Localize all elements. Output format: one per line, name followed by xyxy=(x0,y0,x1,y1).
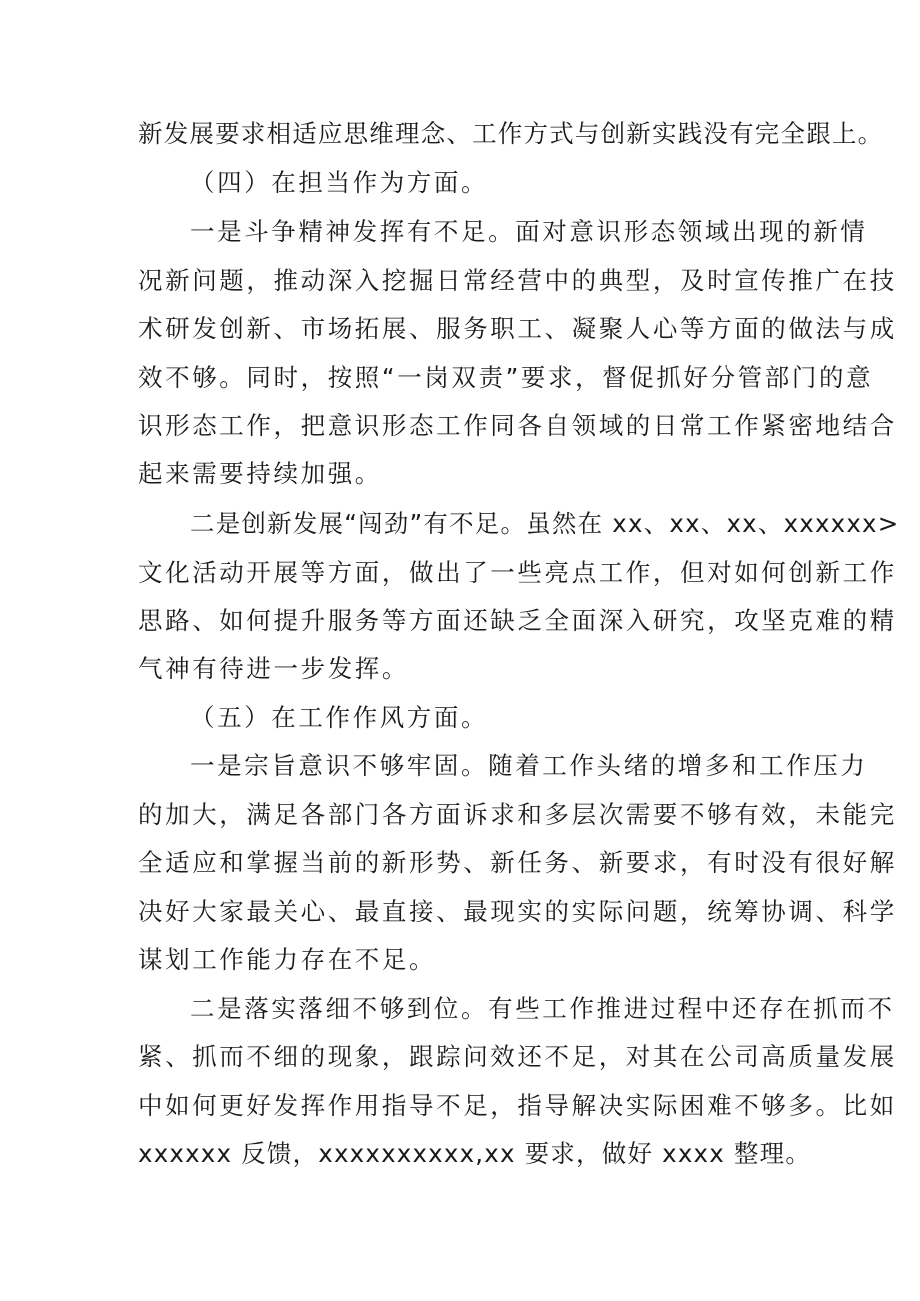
section-heading-4: （四）在担当作为方面。 xyxy=(190,168,489,197)
paragraph-line: 效不够。同时，按照“一岗双责”要求，督促抓好分管部门的意 xyxy=(138,363,874,392)
paragraph-line: 谋划工作能力存在不足。 xyxy=(138,945,437,974)
paragraph-line: 况新问题，推动深入挖掘日常经营中的典型，及时宣传推广在技 xyxy=(138,266,897,295)
paragraph-line: 气神有待进一步发挥。 xyxy=(138,654,409,683)
paragraph-line: 识形态工作，把意识形态工作同各自领域的日常工作紧密地结合 xyxy=(138,411,897,440)
paragraph-line: 术研发创新、市场拓展、服务职工、凝聚人心等方面的做法与成 xyxy=(138,314,897,343)
paragraph-line: 新发展要求相适应思维理念、工作方式与创新实践没有完全跟上。 xyxy=(138,119,884,148)
paragraph-line: 决好大家最关心、最直接、最现实的实际问题，统筹协调、科学 xyxy=(138,897,897,926)
paragraph-line: 二是创新发展“闯劲”有不足。虽然在 xx、xx、xx、xxxxxx> xyxy=(190,509,900,538)
paragraph-line: 思路、如何提升服务等方面还缺乏全面深入研究，攻坚克难的精 xyxy=(138,606,897,635)
paragraph-line: xxxxxx 反馈，xxxxxxxxxx,xx 要求，做好 xxxx 整理。 xyxy=(138,1139,812,1168)
section-heading-5: （五）在工作作风方面。 xyxy=(190,703,489,732)
paragraph-line: 的加大，满足各部门各方面诉求和多层次需要不够有效，未能完 xyxy=(138,800,897,829)
paragraph-line: 起来需要持续加强。 xyxy=(138,459,382,488)
paragraph-line: 一是斗争精神发挥有不足。面对意识形态领域出现的新情 xyxy=(190,217,868,246)
paragraph-line: 全适应和掌握当前的新形势、新任务、新要求，有时没有很好解 xyxy=(138,848,897,877)
paragraph-line: 紧、抓而不细的现象，跟踪问效还不足，对其在公司高质量发展 xyxy=(138,1042,897,1071)
paragraph-line: 中如何更好发挥作用指导不足，指导解决实际困难不够多。比如 xyxy=(138,1091,897,1120)
paragraph-line: 二是落实落细不够到位。有些工作推进过程中还存在抓而不 xyxy=(190,994,895,1023)
paragraph-line: 文化活动开展等方面，做出了一些亮点工作，但对如何创新工作 xyxy=(138,558,897,587)
paragraph-line: 一是宗旨意识不够牢固。随着工作头绪的增多和工作压力 xyxy=(190,751,868,780)
